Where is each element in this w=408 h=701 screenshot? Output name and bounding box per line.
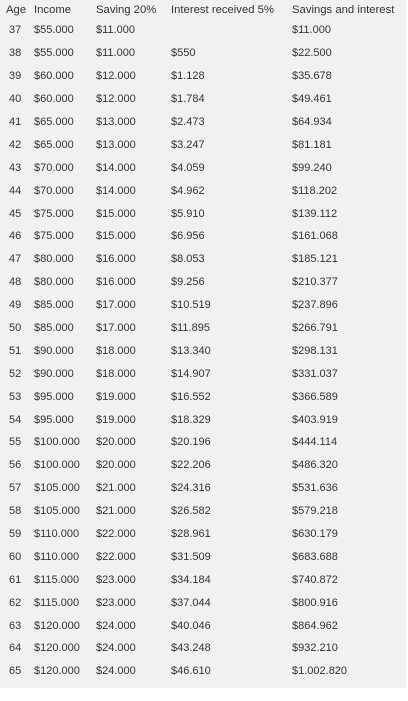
cell-savings-and-interest: $366.589	[292, 390, 338, 403]
cell-interest: $1.128	[171, 70, 205, 83]
cell-saving: $16.000	[96, 253, 136, 266]
table-row	[0, 339, 406, 362]
cell-savings-and-interest: $800.916	[292, 596, 338, 609]
cell-savings-and-interest: $683.688	[292, 550, 338, 563]
cell-age: 41	[9, 116, 22, 128]
table-row	[0, 385, 406, 408]
cell-age: 54	[9, 413, 22, 426]
cell-income: $105.000	[34, 505, 80, 518]
cell-savings-and-interest: $932.210	[292, 642, 338, 655]
cell-savings-and-interest: $35.678	[292, 70, 332, 83]
cell-age: 64	[9, 642, 22, 655]
header-interest: Interest received 5%	[171, 3, 274, 16]
table-row	[0, 179, 406, 202]
cell-savings-and-interest: $139.112	[292, 207, 338, 220]
cell-age: 43	[9, 161, 22, 174]
cell-saving: $19.000	[96, 413, 136, 426]
cell-age: 45	[9, 207, 22, 220]
cell-age: 57	[9, 482, 22, 495]
cell-saving: $15.000	[96, 230, 136, 243]
cell-savings-and-interest: $22.500	[292, 47, 332, 60]
cell-age: 59	[9, 528, 22, 541]
cell-income: $120.000	[34, 665, 80, 678]
cell-saving: $19.000	[96, 390, 136, 403]
cell-interest: $13.340	[171, 344, 211, 357]
cell-interest: $8.053	[171, 253, 205, 266]
cell-interest: $34.184	[171, 573, 211, 586]
cell-income: $90.000	[34, 344, 74, 357]
cell-saving: $18.000	[96, 367, 136, 380]
cell-interest: $9.256	[171, 276, 205, 289]
cell-income: $75.000	[34, 207, 74, 220]
table-row	[0, 111, 406, 134]
table-row	[0, 19, 406, 42]
table-row	[0, 202, 406, 225]
cell-income: $110.000	[34, 550, 80, 563]
cell-interest: $4.059	[171, 161, 205, 174]
table-row	[0, 500, 406, 523]
cell-income: $70.000	[34, 184, 74, 197]
cell-saving: $11.000	[96, 47, 135, 60]
cell-savings-and-interest: $210.377	[292, 276, 338, 289]
cell-savings-and-interest: $266.791	[292, 322, 338, 335]
cell-interest: $24.316	[171, 482, 211, 495]
cell-income: $90.000	[34, 367, 74, 380]
cell-income: $65.000	[34, 138, 74, 151]
cell-saving: $18.000	[96, 344, 136, 357]
cell-income: $85.000	[34, 322, 74, 335]
cell-age: 58	[9, 505, 22, 518]
cell-saving: $21.000	[96, 505, 136, 518]
cell-saving: $12.000	[96, 93, 136, 106]
cell-saving: $12.000	[96, 70, 136, 83]
cell-income: $100.000	[34, 436, 80, 449]
cell-age: 56	[9, 459, 22, 472]
cell-income: $75.000	[34, 230, 74, 243]
table-row	[0, 362, 406, 385]
cell-income: $95.000	[34, 390, 74, 403]
cell-age: 65	[9, 665, 22, 678]
cell-age: 39	[9, 70, 22, 83]
cell-interest: $22.206	[171, 459, 211, 472]
cell-saving: $20.000	[96, 459, 136, 472]
cell-age: 40	[9, 93, 22, 106]
cell-savings-and-interest: $64.934	[292, 116, 332, 128]
cell-interest: $43.248	[171, 642, 211, 655]
cell-age: 42	[9, 138, 22, 151]
cell-saving: $11.000	[96, 24, 135, 37]
cell-income: $115.000	[34, 573, 80, 586]
cell-income: $115.000	[34, 596, 80, 609]
cell-age: 47	[9, 253, 22, 266]
cell-saving: $23.000	[96, 596, 136, 609]
cell-age: 37	[9, 24, 22, 37]
cell-saving: $24.000	[96, 665, 136, 678]
table-row	[0, 156, 406, 179]
table-header-row	[0, 0, 406, 19]
cell-savings-and-interest: $237.896	[292, 299, 338, 312]
cell-interest: $6.956	[171, 230, 205, 243]
table-row	[0, 133, 406, 156]
cell-age: 63	[9, 619, 22, 632]
cell-age: 50	[9, 322, 22, 335]
cell-saving: $13.000	[96, 116, 136, 128]
cell-age: 49	[9, 299, 22, 312]
cell-savings-and-interest: $118.202	[292, 184, 338, 197]
cell-savings-and-interest: $81.181	[292, 138, 332, 151]
cell-savings-and-interest: $740.872	[292, 573, 338, 586]
cell-age: 60	[9, 550, 22, 563]
header-income: Income	[34, 3, 72, 16]
cell-savings-and-interest: $161.068	[292, 230, 338, 243]
table-row	[0, 454, 406, 477]
cell-income: $80.000	[34, 276, 74, 289]
cell-interest: $26.582	[171, 505, 211, 518]
cell-saving: $22.000	[96, 550, 136, 563]
cell-saving: $15.000	[96, 207, 136, 220]
cell-age: 52	[9, 367, 22, 380]
cell-interest: $46.610	[171, 665, 211, 678]
table-row	[0, 591, 406, 614]
cell-age: 55	[9, 436, 22, 449]
cell-saving: $24.000	[96, 619, 136, 632]
cell-income: $85.000	[34, 299, 74, 312]
cell-interest: $10.519	[171, 299, 211, 312]
cell-interest: $40.046	[171, 619, 211, 632]
cell-interest	[171, 19, 292, 42]
cell-interest: $14.907	[171, 367, 211, 380]
table-row	[0, 637, 406, 660]
cell-income: $55.000	[34, 24, 74, 37]
cell-income: $110.000	[34, 528, 80, 541]
cell-saving: $13.000	[96, 138, 136, 151]
header-age: Age	[6, 3, 27, 16]
table-row	[0, 660, 406, 683]
cell-saving: $21.000	[96, 482, 136, 495]
cell-savings-and-interest: $444.114	[292, 436, 338, 449]
cell-saving: $17.000	[96, 322, 136, 335]
cell-saving: $23.000	[96, 573, 136, 586]
header-savings-and-interest: Savings and interest	[292, 3, 395, 16]
cell-income: $70.000	[34, 161, 74, 174]
table-row	[0, 614, 406, 637]
cell-income: $105.000	[34, 482, 80, 495]
table-body	[0, 19, 406, 683]
cell-savings-and-interest: $11.000	[292, 24, 331, 37]
table-row	[0, 88, 406, 111]
cell-income: $60.000	[34, 70, 74, 83]
cell-savings-and-interest: $99.240	[292, 161, 332, 174]
cell-interest: $37.044	[171, 596, 211, 609]
table-row	[0, 294, 406, 317]
cell-interest: $2.473	[171, 116, 205, 128]
cell-income: $100.000	[34, 459, 80, 472]
cell-income: $120.000	[34, 642, 80, 655]
cell-interest: $1.784	[171, 93, 205, 106]
header-saving: Saving 20%	[96, 3, 157, 16]
cell-age: 51	[9, 344, 22, 357]
table-row	[0, 42, 406, 65]
cell-age: 46	[9, 230, 22, 243]
cell-savings-and-interest: $579.218	[292, 505, 338, 518]
cell-savings-and-interest: $298.131	[292, 344, 338, 357]
cell-interest: $28.961	[171, 528, 211, 541]
cell-savings-and-interest: $403.919	[292, 413, 338, 426]
cell-savings-and-interest: $486.320	[292, 459, 338, 472]
cell-savings-and-interest: $331.037	[292, 367, 338, 380]
cell-saving: $24.000	[96, 642, 136, 655]
cell-income: $95.000	[34, 413, 74, 426]
table-row	[0, 523, 406, 546]
cell-interest: $18.329	[171, 413, 211, 426]
cell-interest: $5.910	[171, 207, 205, 220]
table-row	[0, 545, 406, 568]
table-row	[0, 431, 406, 454]
cell-interest: $4.962	[171, 184, 205, 197]
cell-income: $65.000	[34, 116, 74, 128]
cell-interest: $11.895	[171, 322, 210, 335]
cell-savings-and-interest: $1.002.820	[292, 665, 348, 678]
table-row	[0, 317, 406, 340]
cell-age: 53	[9, 390, 22, 403]
cell-income: $80.000	[34, 253, 74, 266]
cell-saving: $22.000	[96, 528, 136, 541]
cell-interest: $31.509	[171, 550, 211, 563]
cell-saving: $14.000	[96, 161, 136, 174]
table-row	[0, 271, 406, 294]
cell-income: $55.000	[34, 47, 74, 60]
cell-age: 61	[9, 573, 22, 586]
cell-saving: $16.000	[96, 276, 136, 289]
cell-interest: $16.552	[171, 390, 211, 403]
cell-age: 62	[9, 596, 22, 609]
cell-saving: $14.000	[96, 184, 136, 197]
cell-savings-and-interest: $630.179	[292, 528, 338, 541]
cell-savings-and-interest: $185.121	[292, 253, 338, 266]
cell-income: $120.000	[34, 619, 80, 632]
cell-age: 38	[9, 47, 22, 60]
cell-interest: $20.196	[171, 436, 211, 449]
cell-savings-and-interest: $49.461	[292, 93, 332, 106]
cell-interest: $3.247	[171, 138, 205, 151]
table-row	[0, 477, 406, 500]
table-row	[0, 568, 406, 591]
table-row	[0, 248, 406, 271]
cell-saving: $17.000	[96, 299, 136, 312]
table-row	[0, 225, 406, 248]
table-row	[0, 408, 406, 431]
cell-savings-and-interest: $864.962	[292, 619, 338, 632]
cell-income: $60.000	[34, 93, 74, 106]
cell-interest: $550	[171, 47, 196, 60]
cell-age: 44	[9, 184, 22, 197]
cell-savings-and-interest: $531.636	[292, 482, 338, 495]
cell-age: 48	[9, 276, 22, 289]
table-row	[0, 65, 406, 88]
cell-saving: $20.000	[96, 436, 136, 449]
